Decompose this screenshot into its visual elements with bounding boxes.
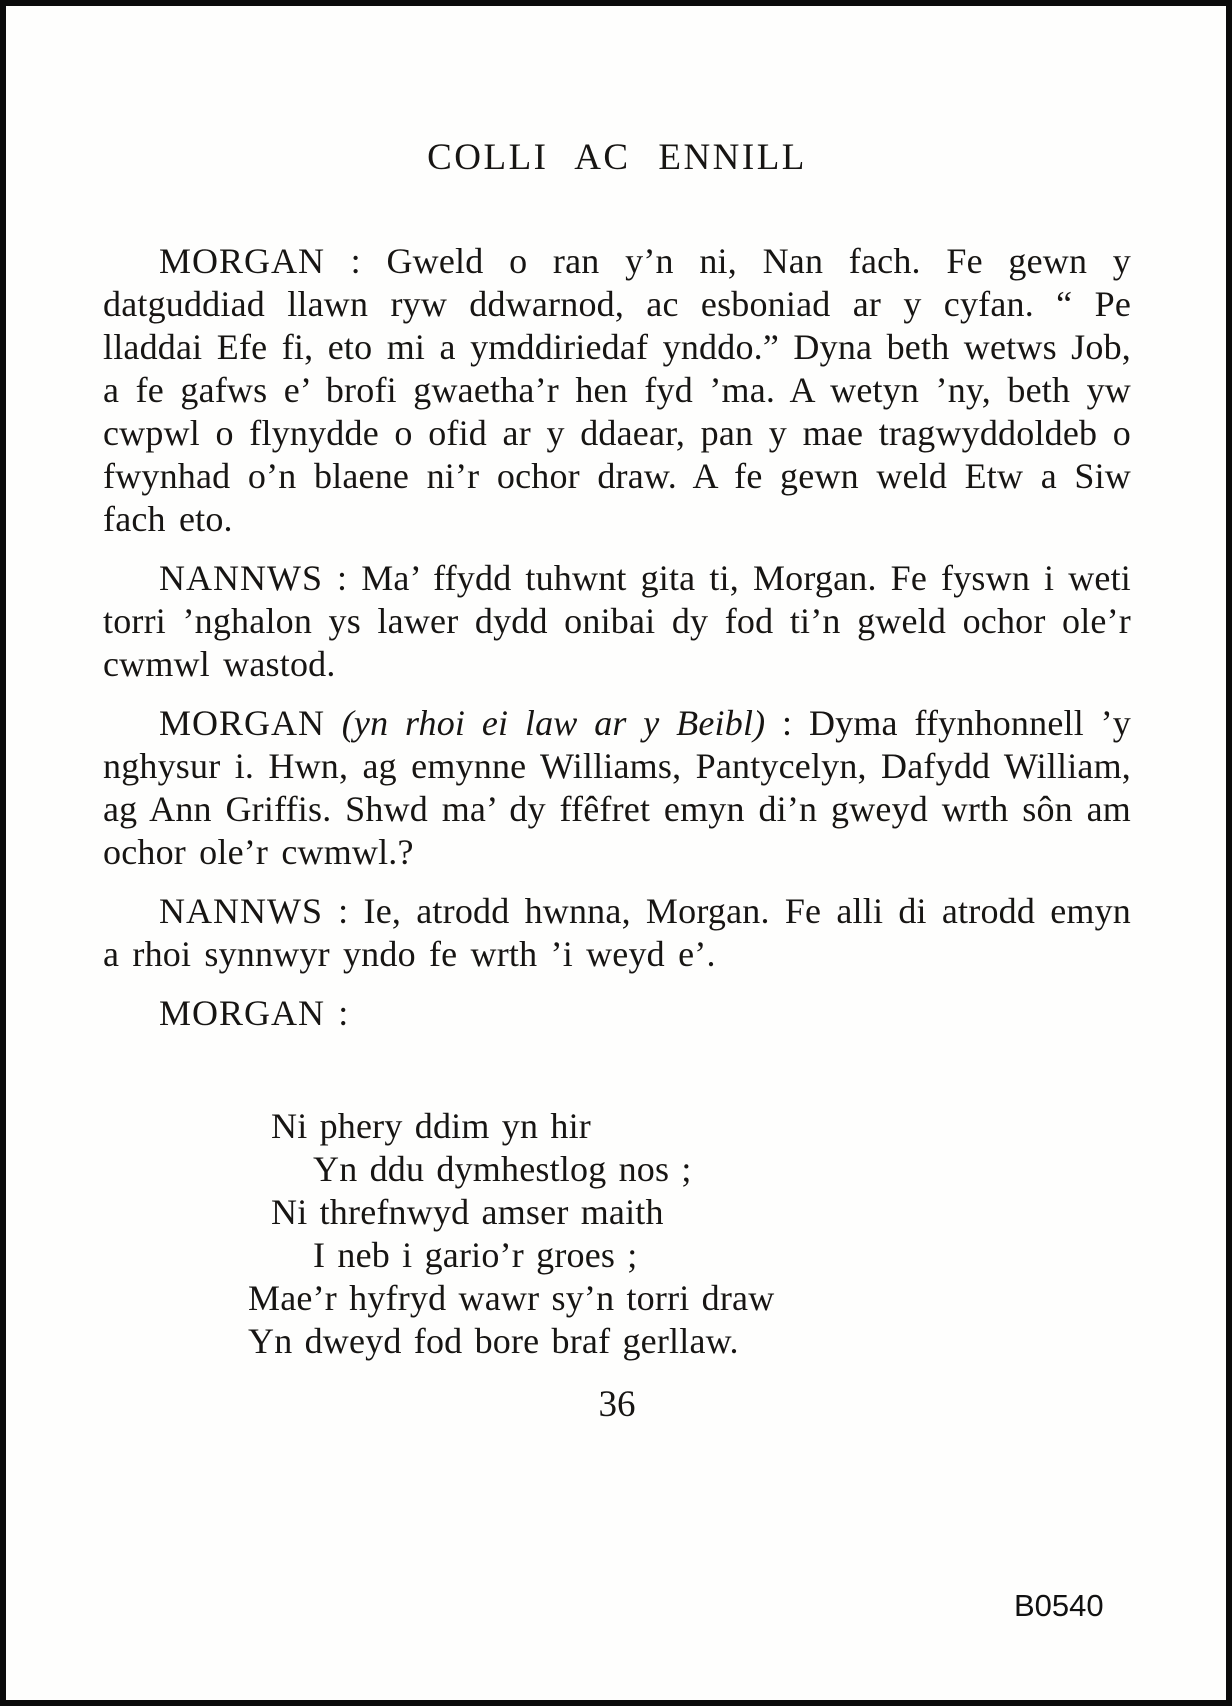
- speaker-separator: :: [323, 891, 364, 931]
- scan-code-stamp: B0540: [1014, 1588, 1104, 1623]
- page-content: [6, 6, 1226, 1700]
- dialogue-text: Ma’ ffydd tuhwnt gita ti, Morgan. Fe fyswn i weti torri ’nghalon ys lawer dydd onibai dy fod ti’n gweld ochor ole’r cwmwl wastod.: [103, 558, 1131, 684]
- speaker-separator: :: [325, 993, 349, 1033]
- page-title: COLLI AC ENNILL: [427, 137, 807, 178]
- verse-line: Mae’r hyfryd wawr sy’n torri draw: [248, 1278, 775, 1318]
- verse-line: Ni threfnwyd amser maith: [271, 1192, 664, 1232]
- dialogue-text: Dyma ffynhonnell ’y nghysur i. Hwn, ag emynne Williams, Pantycelyn, Dafydd William, ag Ann Griffis. Shwd ma’ dy ffêfret emyn di’n gweyd wrth sôn am ochor ole’r cwmwl.?: [103, 703, 1131, 872]
- verse-line: I neb i gario’r groes ;: [313, 1235, 638, 1275]
- speaker-separator: :: [323, 558, 362, 598]
- dialogue-text: Gweld o ran y’n ni, Nan fach. Fe gewn y datguddiad llawn ryw ddwarnod, ac esboniad ar y cyfan. “ Pe lladdai Efe fi, eto mi a ymddiriedaf ynddo.” Dyna beth wetws Job, a fe gafws e’ brofi gwaetha’r hen fyd ’ma. A wetyn ’ny, beth yw cwpwl o flynydde o ofid ar y ddaear, pan y mae tragwyddoldeb o fwynhad o’n blaene ni’r ochor draw. A fe gewn weld Etw a Siw fach eto.: [103, 241, 1131, 539]
- speaker-label: NANNWS: [159, 891, 323, 931]
- dialogue-paragraph: [103, 702, 1131, 874]
- dialogue-text: Ie, atrodd hwnna, Morgan. Fe alli di atrodd emyn a rhoi synnwyr yndo fe wrth ’i weyd e’.: [103, 891, 1131, 974]
- speaker-separator: :: [765, 703, 809, 743]
- dialogue-paragraph: [103, 890, 1131, 976]
- speaker-label: MORGAN: [159, 993, 326, 1033]
- dialogue-paragraph: [103, 557, 1131, 686]
- verse-line: Ni phery ddim yn hir: [271, 1106, 591, 1146]
- speaker-separator: :: [325, 241, 387, 281]
- speaker-label: MORGAN: [159, 241, 326, 281]
- dialogue-paragraph: [103, 992, 1131, 1035]
- verse-line: Yn ddu dymhestlog nos ;: [313, 1149, 692, 1189]
- stage-direction: (yn rhoi ei law ar y Beibl): [325, 703, 766, 743]
- speaker-label: NANNWS: [159, 558, 323, 598]
- dialogue-paragraph: [103, 240, 1131, 541]
- page-number: 36: [598, 1384, 636, 1425]
- speaker-label: MORGAN: [159, 703, 326, 743]
- verse-line: Yn dweyd fod bore braf gerllaw.: [248, 1321, 739, 1361]
- hymn-verse: [103, 1105, 1131, 1363]
